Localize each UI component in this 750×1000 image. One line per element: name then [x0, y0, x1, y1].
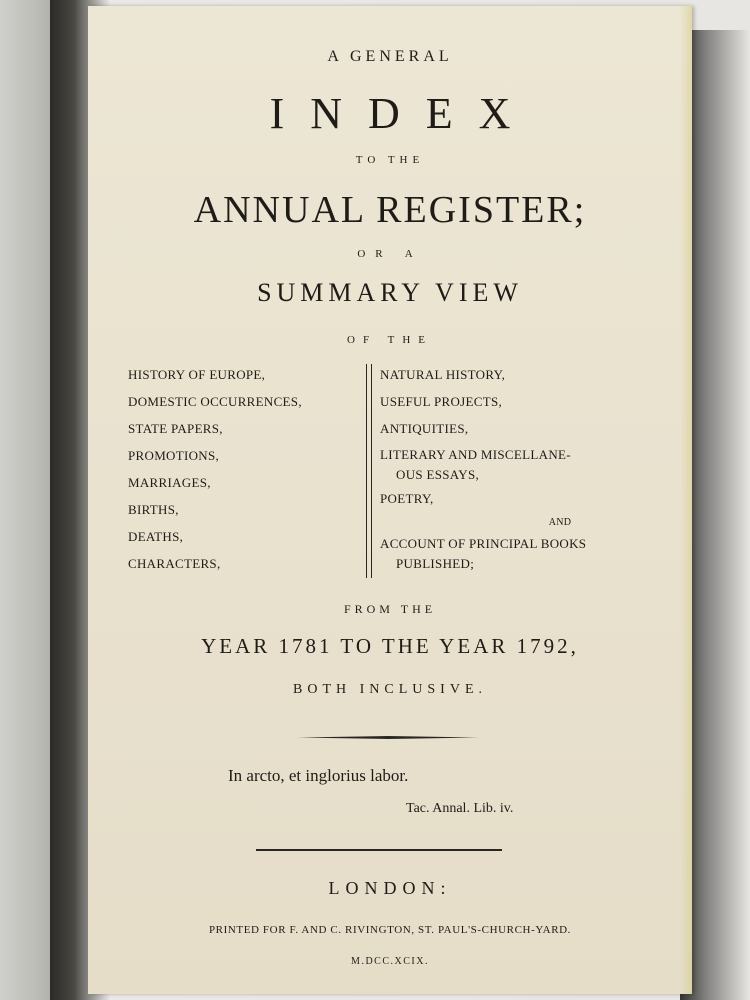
heading-annual-register: ANNUAL REGISTER;	[193, 189, 587, 231]
contents-item: PROMOTIONS,	[128, 448, 220, 463]
imprint-printer: PRINTED FOR F. AND C. RIVINGTON, ST. PAUL'S-CHURCH-YARD.	[208, 924, 572, 936]
contents-item: HISTORY OF EUROPE,	[128, 367, 266, 382]
imprint-date: M.DCC.XCIX.	[351, 956, 429, 967]
contents-item: STATE PAPERS,	[128, 421, 223, 436]
contents-item: POETRY,	[380, 491, 434, 506]
imprint-rule	[256, 849, 502, 851]
heading-index: INDEX	[269, 89, 537, 138]
ornamental-rule	[298, 736, 478, 739]
contents-item: USEFUL PROJECTS,	[380, 394, 503, 409]
range-years: YEAR 1781 TO THE YEAR 1792,	[201, 634, 579, 658]
contents-item: ACCOUNT OF PRINCIPAL BOOKS	[380, 536, 587, 551]
imprint-city: LONDON:	[328, 878, 452, 898]
contents-item-continued: PUBLISHED;	[396, 556, 475, 571]
heading-to-the: TO THE	[355, 154, 425, 166]
epigraph-citation: Tac. Annal. Lib. iv.	[406, 801, 514, 816]
contents-right-column	[380, 361, 680, 574]
contents-item: DEATHS,	[128, 529, 184, 544]
contents-conjunction: AND	[548, 517, 572, 528]
contents-left-column	[128, 361, 368, 577]
heading-summary-view: SUMMARY VIEW	[257, 278, 523, 307]
title-page	[88, 6, 692, 994]
contents-item: DOMESTIC OCCURRENCES,	[128, 394, 302, 409]
heading-or-a: OR A	[357, 248, 423, 260]
column-divider-rule	[371, 364, 372, 578]
epigraph-motto: In arcto, et inglorius labor.	[228, 766, 409, 785]
contents-item: CHARACTERS,	[128, 556, 221, 571]
heading-a-general: A GENERAL	[327, 48, 453, 65]
contents-item: NATURAL HISTORY,	[380, 367, 506, 382]
contents-item: LITERARY AND MISCELLANE-	[380, 447, 571, 462]
range-from-the: FROM THE	[343, 602, 437, 616]
range-both-inclusive: BOTH INCLUSIVE.	[293, 682, 487, 697]
column-divider-rule	[366, 364, 367, 578]
heading-of-the: OF THE	[347, 334, 433, 346]
contents-item: MARRIAGES,	[128, 475, 211, 490]
contents-item: ANTIQUITIES,	[380, 421, 469, 436]
contents-item: BIRTHS,	[128, 502, 179, 517]
contents-item-continued: OUS ESSAYS,	[396, 467, 480, 482]
